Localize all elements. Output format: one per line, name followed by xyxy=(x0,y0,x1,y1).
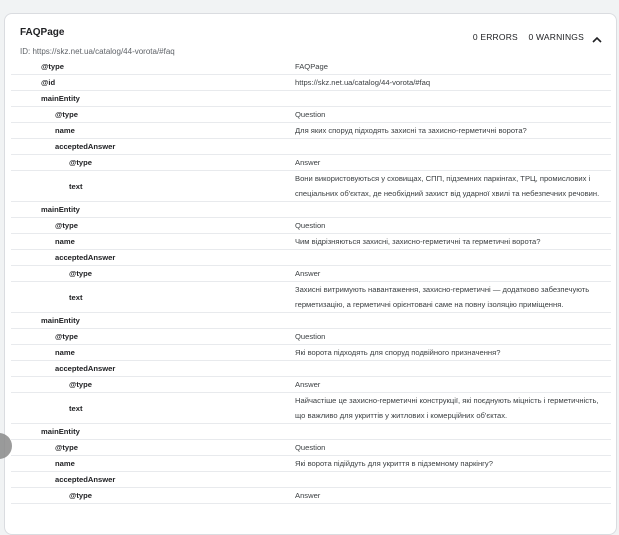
errors-count: 0 ERRORS xyxy=(472,32,518,42)
property-key: text xyxy=(69,292,83,302)
property-row xyxy=(11,202,611,218)
property-value: Для яких споруд підходять захисні та захисно-герметичні ворота? xyxy=(295,126,527,135)
validation-status xyxy=(473,32,584,42)
property-value: Які ворота підійдуть для укриття в підземному паркінгу? xyxy=(295,459,493,468)
structured-data-card xyxy=(4,13,617,535)
property-value: Answer xyxy=(295,380,321,389)
property-key: @type xyxy=(69,491,93,500)
property-row xyxy=(11,345,611,361)
warnings-count: 0 WARNINGS xyxy=(528,32,584,42)
property-row xyxy=(11,234,611,250)
property-value: Question xyxy=(295,443,326,452)
property-row xyxy=(11,250,611,266)
property-value: Question xyxy=(295,110,326,119)
property-value: FAQPage xyxy=(295,62,328,71)
property-row xyxy=(11,361,611,377)
property-value: Чим відрізняються захисні, захисно-герметичні та герметичні ворота? xyxy=(295,237,541,246)
property-row xyxy=(11,377,611,393)
property-row xyxy=(11,472,611,488)
property-value: Answer xyxy=(295,269,321,278)
property-key: name xyxy=(55,459,75,468)
schema-id-line: ID: https://skz.net.ua/catalog/44-vorota/#faq xyxy=(20,47,175,56)
property-value: Які ворота підходять для споруд подвійного призначення? xyxy=(295,348,501,357)
property-key: mainEntity xyxy=(41,205,80,214)
property-key: name xyxy=(55,126,75,135)
property-value: Найчастіше це захисно-герметичні конструкції, які поєднують міцність і герметичність, що важливо для укриттів у житлових і комерційних об'єктах. xyxy=(295,396,599,420)
property-row xyxy=(11,440,611,456)
property-key: @type xyxy=(41,62,65,71)
property-value: Answer xyxy=(295,158,321,167)
property-value: https://skz.net.ua/catalog/44-vorota/#faq xyxy=(295,78,431,87)
property-key: @id xyxy=(41,78,56,87)
property-key: acceptedAnswer xyxy=(55,142,116,151)
property-key: @type xyxy=(69,158,93,167)
property-row xyxy=(11,313,611,329)
property-key: acceptedAnswer xyxy=(55,364,116,373)
property-row xyxy=(11,266,611,282)
property-row xyxy=(11,393,611,424)
property-row xyxy=(11,91,611,107)
property-key: mainEntity xyxy=(41,94,80,103)
property-key: @type xyxy=(69,269,93,278)
property-row xyxy=(11,329,611,345)
property-value: Захисні витримують навантаження, захисно-герметичні — додатково забезпечують герметизацію, а герметичні орієнтовані саме на повну ізоляцію приміщення. xyxy=(295,285,590,309)
property-value: Question xyxy=(295,332,326,341)
property-row xyxy=(11,59,611,75)
property-key: mainEntity xyxy=(41,316,80,325)
card-header[interactable] xyxy=(5,14,616,60)
property-table xyxy=(11,59,611,504)
property-key: @type xyxy=(55,443,79,452)
property-key: mainEntity xyxy=(41,427,80,436)
property-row xyxy=(11,424,611,440)
property-row xyxy=(11,218,611,234)
property-row xyxy=(11,488,611,504)
property-key: text xyxy=(69,403,83,413)
property-row xyxy=(11,456,611,472)
schema-type-title: FAQPage xyxy=(20,27,65,38)
property-row xyxy=(11,123,611,139)
property-key: name xyxy=(55,237,75,246)
property-value: Вони використовуються у сховищах, СПП, підземних паркінгах, ТРЦ, промислових і спеціальних об'єктах, де необхідний захист від ударної хвилі та небезпечних речовин. xyxy=(295,174,600,198)
property-row xyxy=(11,75,611,91)
property-key: @type xyxy=(69,380,93,389)
property-value: Question xyxy=(295,221,326,230)
property-row xyxy=(11,171,611,202)
property-key: name xyxy=(55,348,75,357)
property-value: Answer xyxy=(295,491,321,500)
collapse-chevron-icon[interactable] xyxy=(590,32,604,46)
property-row xyxy=(11,139,611,155)
property-key: acceptedAnswer xyxy=(55,253,116,262)
property-key: acceptedAnswer xyxy=(55,475,116,484)
property-row xyxy=(11,282,611,313)
property-key: @type xyxy=(55,332,79,341)
property-key: @type xyxy=(55,221,79,230)
property-key: @type xyxy=(55,110,79,119)
property-key: text xyxy=(69,181,83,191)
property-row xyxy=(11,155,611,171)
property-row xyxy=(11,107,611,123)
